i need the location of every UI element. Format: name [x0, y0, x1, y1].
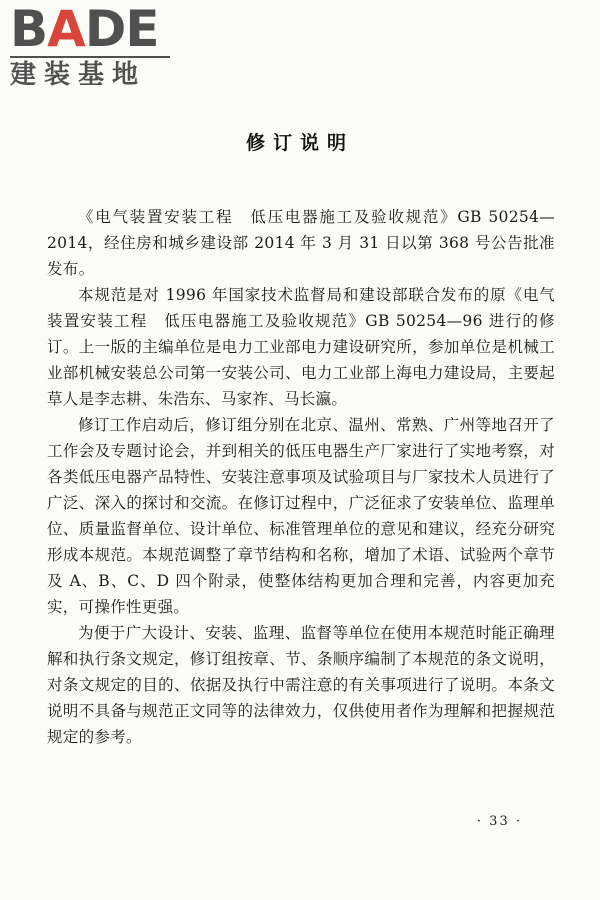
brand-logo-mark	[10, 0, 180, 58]
brand-logo-subtitle: 建装基地	[10, 60, 147, 90]
document-body	[47, 204, 555, 750]
paragraph-2: 本规范是对 1996 年国家技术监督局和建设部联合发布的原《电气装置安装工程 低压电器施工及验收规范》GB 50254—96 进行的修订。上一版的主编单位是电力工业部电力建设研究所，参加单位是机械工业部机械安装总公司第一安装公司、电力工业部上海电力建设局，主要起草人是李志耕、朱浩东、马家祚、马长瀛。	[47, 286, 555, 408]
brand-logo	[10, 0, 180, 90]
brand-logo-text: BADE	[10, 0, 159, 58]
paragraph-3: 修订工作启动后，修订组分别在北京、温州、常熟、广州等地召开了工作会及专题讨论会，并到相关的低压电器生产厂家进行了实地考察，对各类低压电器产品特性、安装注意事项及试验项目与厂家技术人员进行了广泛、深入的探讨和交流。在修订过程中，广泛征求了安装单位、监理单位、质量监督单位、设计单位、标准管理单位的意见和建议，经充分研究形成本规范。本规范调整了章节结构和名称，增加了术语、试验两个章节及 A、B、C、D 四个附录，使整体结构更加合理和完善，内容更加充实，可操作性更强。	[47, 416, 555, 616]
paragraph-4: 为便于广大设计、安装、监理、监督等单位在使用本规范时能正确理解和执行条文规定，修订组按章、节、条顺序编制了本规范的条文说明，对条文规定的目的、依据及执行中需注意的有关事项进行了说明。本条文说明不具备与规范正文同等的法律效力，仅供使用者作为理解和把握规范规定的参考。	[47, 624, 555, 746]
page-title: 修订说明	[245, 132, 354, 154]
brand-logo-accent-letter: A	[47, 0, 85, 58]
paragraph-1: 《电气装置安装工程 低压电器施工及验收规范》GB 50254—2014，经住房和城乡建设部 2014 年 3 月 31 日以第 368 号公告批准发布。	[47, 208, 555, 278]
page-number: · 33 ·	[476, 814, 522, 829]
